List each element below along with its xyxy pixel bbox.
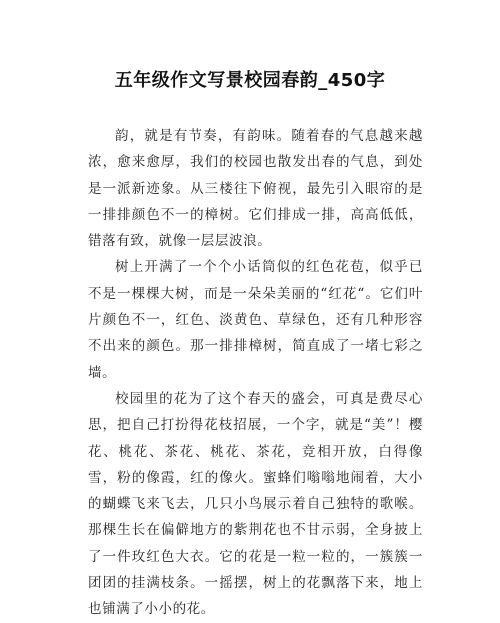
document-body xyxy=(88,123,423,623)
paragraph: 校园里的花为了这个春天的盛会，可真是费尽心思，把自己打扮得花枝招展，一个字，就是“美”！樱花、桃花、茶花、桃花、茶花，竞相开放，白得像雪，粉的像霞，红的像火。蜜蜂们嗡嗡地闹着，大小的蝴蝶飞来飞去，几只小鸟展示着自己独特的歌喉。那棵生长在偏僻地方的紫荆花也不甘示弱，全身披上了一件玫红色大衣。它的花是一粒一粒的，一簇簇一团团的挂满枝条。一摇摆，树上的花飘落下来，地上也铺满了小小的花。 xyxy=(88,390,423,618)
paragraph: 韵，就是有节奏，有韵味。随着春的气息越来越浓，愈来愈厚，我们的校园也散发出春的气息，到处是一派新迹象。从三楼往下俯视，最先引入眼帘的是一排排颜色不一的樟树。它们排成一排，高高低低，错落有致，就像一层层波浪。 xyxy=(88,128,423,250)
document-title: 五年级作文写景校园春韵_450字 xyxy=(114,70,386,91)
paragraph: 树上开满了一个个小话筒似的红色花苞，似乎已不是一棵棵大树，而是一朵朵美丽的“红花“。它们叶片颜色不一，红色、淡黄色、草绿色，还有几种形容不出来的颜色。那一排排樟树，简直成了一堵七彩之墙。 xyxy=(88,259,423,381)
